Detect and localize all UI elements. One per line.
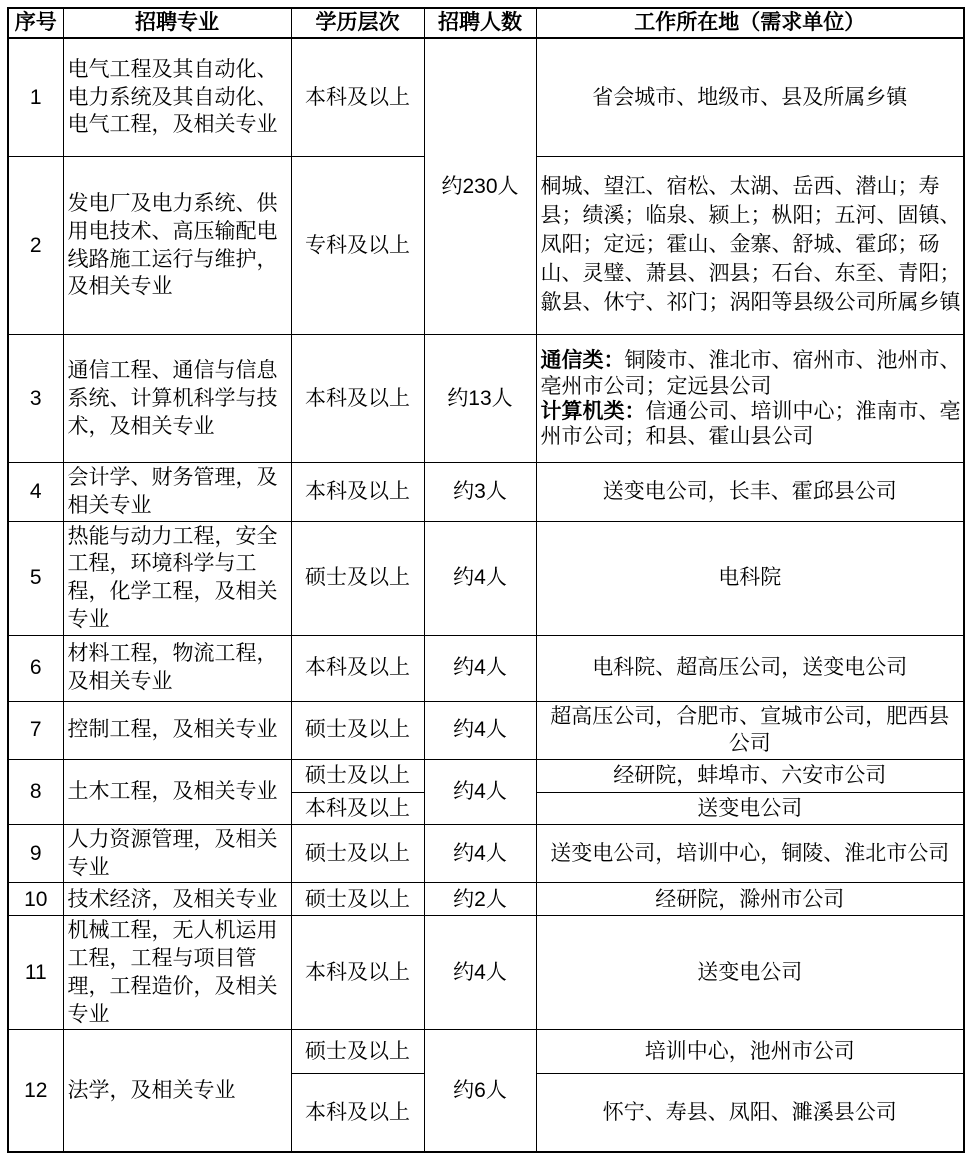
cell-major: 控制工程，及相关专业	[63, 701, 291, 759]
cell-location: 电科院	[536, 521, 964, 635]
cell-count: 约4人	[424, 635, 536, 701]
table-row-3	[8, 335, 964, 463]
cell-education: 本科及以上	[291, 38, 424, 157]
table-row-11	[8, 916, 964, 1030]
cell-education: 本科及以上	[291, 335, 424, 463]
location-category-computer-text: 信通公司、培训中心；淮南市、亳州市公司；和县、霍山县公司	[540, 399, 961, 448]
table-row-6	[8, 635, 964, 701]
cell-education: 硕士及以上	[291, 759, 424, 792]
cell-seq: 9	[8, 824, 63, 882]
location-category-comm-text: 铜陵市、淮北市、宿州市、池州市、亳州市公司；定远县公司	[540, 349, 961, 398]
cell-seq: 11	[8, 916, 63, 1030]
location-category-comm	[541, 348, 962, 398]
table-row-8a	[8, 759, 964, 792]
cell-location: 电科院、超高压公司，送变电公司	[536, 635, 964, 701]
cell-seq: 2	[8, 157, 63, 335]
cell-education: 本科及以上	[291, 463, 424, 521]
cell-location: 送变电公司	[536, 916, 964, 1030]
cell-major: 法学，及相关专业	[63, 1030, 291, 1152]
table-row-5	[8, 521, 964, 635]
cell-count: 约4人	[424, 521, 536, 635]
cell-major: 会计学、财务管理，及相关专业	[63, 463, 291, 521]
cell-major: 技术经济，及相关专业	[63, 883, 291, 916]
cell-education: 专科及以上	[291, 157, 424, 335]
cell-education: 硕士及以上	[291, 521, 424, 635]
recruitment-table	[7, 7, 965, 1153]
location-category-computer-label: 计算机类：	[540, 399, 646, 423]
cell-location: 省会城市、地级市、县及所属乡镇	[536, 38, 964, 157]
table-row-1	[8, 38, 964, 157]
cell-major: 电气工程及其自动化、电力系统及其自动化、电气工程，及相关专业	[63, 38, 291, 157]
cell-count: 约13人	[424, 335, 536, 463]
cell-location: 怀宁、寿县、凤阳、濉溪县公司	[536, 1074, 964, 1152]
table-row-9	[8, 824, 964, 882]
cell-major: 机械工程，无人机运用工程，工程与项目管理，工程造价，及相关专业	[63, 916, 291, 1030]
cell-seq: 6	[8, 635, 63, 701]
cell-count-merged: 约230人	[424, 38, 536, 335]
cell-count: 约4人	[424, 916, 536, 1030]
cell-location: 超高压公司，合肥市、宣城市公司，肥西县公司	[536, 701, 964, 759]
cell-education: 本科及以上	[291, 916, 424, 1030]
table-row-7	[8, 701, 964, 759]
cell-location: 送变电公司，长丰、霍邱县公司	[536, 463, 964, 521]
cell-education: 本科及以上	[291, 792, 424, 824]
header-education: 学历层次	[291, 8, 424, 38]
cell-education: 硕士及以上	[291, 1030, 424, 1074]
cell-count: 约2人	[424, 883, 536, 916]
cell-location: 送变电公司	[536, 792, 964, 824]
cell-education: 硕士及以上	[291, 701, 424, 759]
cell-major: 土木工程，及相关专业	[63, 759, 291, 824]
cell-education: 硕士及以上	[291, 824, 424, 882]
header-seq: 序号	[8, 8, 63, 38]
table-header-row	[8, 8, 964, 38]
cell-education: 硕士及以上	[291, 883, 424, 916]
cell-location: 培训中心，池州市公司	[536, 1030, 964, 1074]
header-count: 招聘人数	[424, 8, 536, 38]
location-category-computer	[541, 399, 962, 449]
cell-major: 发电厂及电力系统、供用电技术、高压输配电线路施工运行与维护，及相关专业	[63, 157, 291, 335]
cell-education: 本科及以上	[291, 635, 424, 701]
table-row-10	[8, 883, 964, 916]
cell-major: 通信工程、通信与信息系统、计算机科学与技术，及相关专业	[63, 335, 291, 463]
cell-major: 热能与动力工程，安全工程，环境科学与工程，化学工程，及相关专业	[63, 521, 291, 635]
cell-seq: 7	[8, 701, 63, 759]
cell-count: 约4人	[424, 701, 536, 759]
cell-seq: 10	[8, 883, 63, 916]
cell-major: 人力资源管理，及相关专业	[63, 824, 291, 882]
cell-seq: 3	[8, 335, 63, 463]
cell-count: 约3人	[424, 463, 536, 521]
cell-location: 经研院，蚌埠市、六安市公司	[536, 759, 964, 792]
header-major: 招聘专业	[63, 8, 291, 38]
cell-location: 经研院，滁州市公司	[536, 883, 964, 916]
cell-location: 桐城、望江、宿松、太湖、岳西、潜山；寿县；绩溪；临泉、颍上；枞阳；五河、固镇、凤阳；定远；霍山、金寨、舒城、霍邱；砀山、灵璧、萧县、泗县；石台、东至、青阳；歙县、休宁、祁门；涡阳等县级公司所属乡镇	[536, 157, 964, 335]
cell-location	[536, 335, 964, 463]
cell-education: 本科及以上	[291, 1074, 424, 1152]
cell-seq: 8	[8, 759, 63, 824]
cell-count-merged: 约4人	[424, 759, 536, 824]
cell-seq: 12	[8, 1030, 63, 1152]
cell-seq: 1	[8, 38, 63, 157]
cell-location: 送变电公司，培训中心，铜陵、淮北市公司	[536, 824, 964, 882]
header-location: 工作所在地（需求单位）	[536, 8, 964, 38]
cell-seq: 5	[8, 521, 63, 635]
cell-count: 约4人	[424, 824, 536, 882]
table-row-12a	[8, 1030, 964, 1074]
cell-major: 材料工程，物流工程，及相关专业	[63, 635, 291, 701]
cell-count-merged: 约6人	[424, 1030, 536, 1152]
location-category-comm-label: 通信类：	[540, 349, 625, 373]
cell-seq: 4	[8, 463, 63, 521]
table-row-4	[8, 463, 964, 521]
